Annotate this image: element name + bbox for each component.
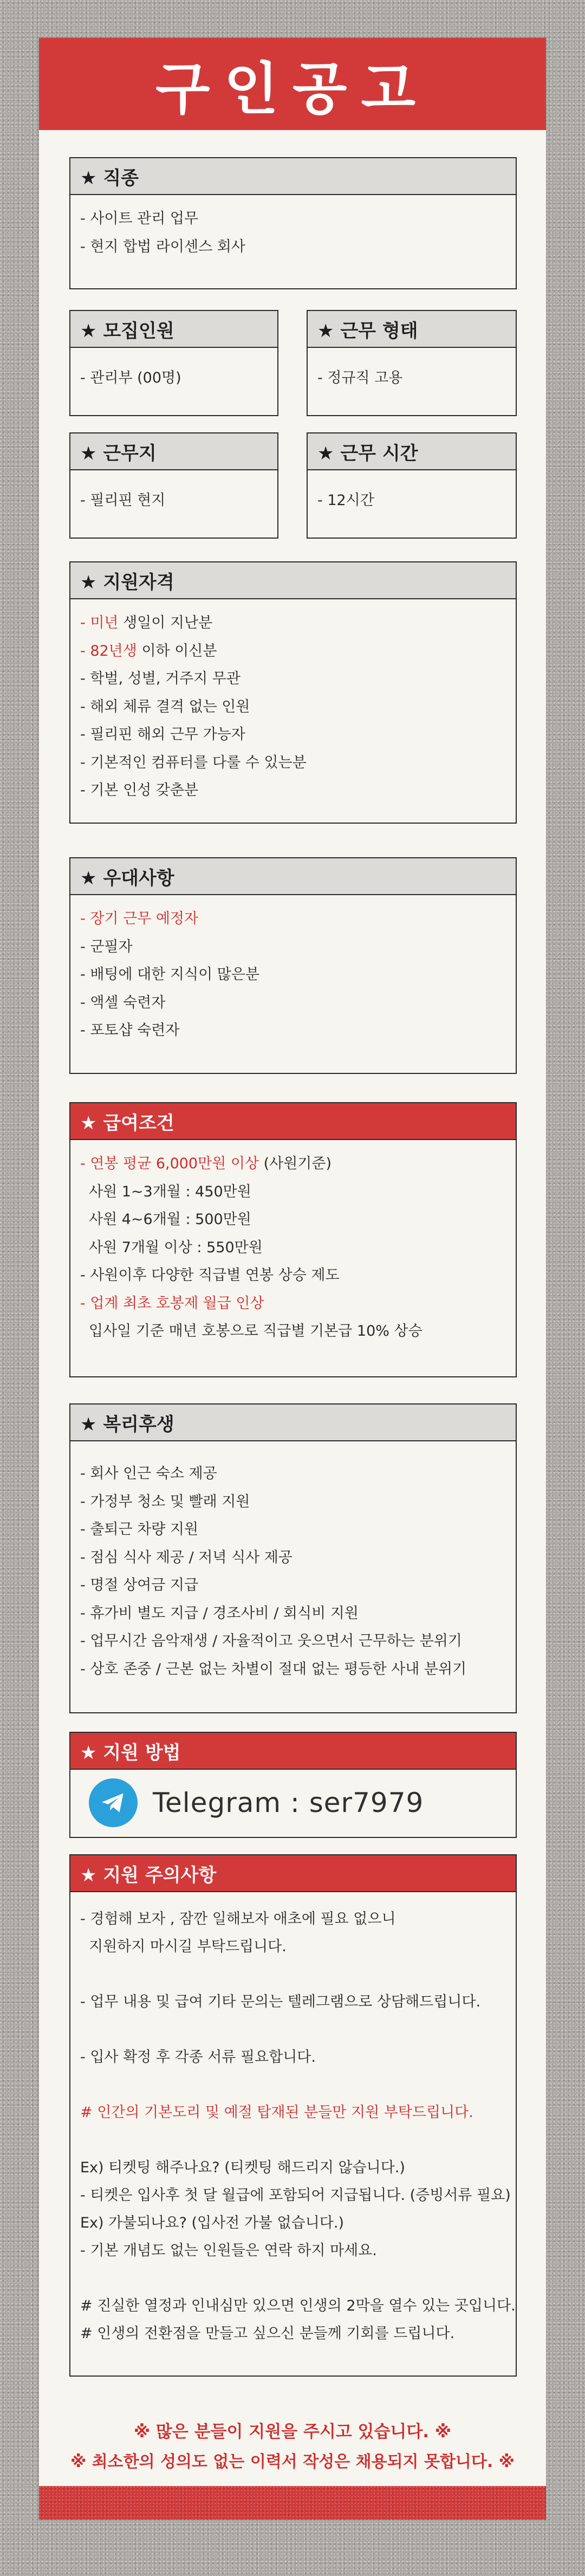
notice-item: - 입사 확정 후 각종 서류 필요합니다. [80,2049,316,2066]
section-header: ★ 근무 시간 [308,433,516,470]
list-item: - 12시간 [317,492,374,509]
list-item: - 연봉 평균 6,000만원 이상 (사원기준) [80,1155,332,1172]
notice-item: Ex) 가불되나요? (입사전 가불 없습니다.) [80,2215,344,2231]
notice-item: # 진실한 열정과 인내심만 있으면 인생의 2막을 열수 있는 곳입니다. [80,2297,516,2314]
footer-line-1: ※ 많은 분들이 지원을 주시고 있습니다. ※ [134,2422,451,2442]
salary-section [69,1102,517,1377]
list-item: 사원 7개월 이상 : 550만원 [89,1239,263,1256]
list-item: - 학벌, 성별, 거주지 무관 [80,670,240,687]
telegram-contact[interactable] [70,1770,516,1836]
notice-item: - 티켓은 입사후 첫 달 월급에 포함되어 지급됩니다. (증빙서류 필요) [80,2187,511,2204]
section-header: ★ 지원자격 [70,562,516,599]
bottom-band [39,2486,546,2520]
list-item: - 회사 인근 숙소 제공 [80,1465,217,1482]
list-item: - 상호 존중 / 근본 없는 차별이 절대 없는 평등한 사내 분위기 [80,1660,467,1678]
notice-item: # 인간의 기본도리 및 예절 탑재된 분들만 지원 부탁드립니다. [80,2104,473,2121]
list-item: 입사일 기준 매년 호봉으로 직급별 기본급 10% 상승 [89,1323,422,1339]
notice-item: Ex) 티켓팅 해주나요? (티켓팅 해드리지 않습니다.) [80,2159,405,2176]
list-item: - 액셀 숙련자 [80,994,166,1011]
notice-section [69,1854,517,2377]
list-item: - 사원이후 다양한 직급별 연봉 상승 제도 [80,1267,340,1284]
list-item: - 군필자 [80,938,133,955]
list-item: - 현지 합법 라이센스 회사 [80,238,245,255]
section-header: ★ 지원 방법 [70,1733,516,1770]
notice-item: 지원하지 마시길 부탁드립니다. [89,1938,287,1955]
list-item: - 82년생 이하 이신분 [80,642,217,659]
notice-item: # 인생의 전환점을 만들고 싶으신 분들께 기회를 드립니다. [80,2325,455,2342]
list-item: - 미년 생일이 지난분 [80,614,213,631]
section-header: ★ 근무 형태 [308,311,516,348]
list-item: - 기본 인성 갖춘분 [80,782,199,799]
footer-line-2: ※ 최소한의 성의도 없는 이력서 작성은 채용되지 못합니다. ※ [70,2452,515,2471]
qualification-section [69,561,517,824]
section-header: ★ 복리후생 [70,1404,516,1441]
list-item: - 업계 최초 호봉제 월급 인상 [80,1295,264,1312]
list-item: - 사이트 관리 업무 [80,210,199,227]
telegram-id: Telegram : ser7979 [153,1787,424,1818]
section-header: ★ 근무지 [70,433,277,470]
list-item: 사원 4~6개월 : 500만원 [89,1211,251,1228]
list-item: - 관리부 (00명) [80,370,181,386]
list-item: - 점심 식사 제공 / 저녁 식사 제공 [80,1549,292,1566]
list-item: - 해외 체류 결격 없는 인원 [80,698,250,715]
list-item: - 가정부 청소 및 빨래 지원 [80,1493,250,1510]
list-item: - 출퇴근 차량 지원 [80,1521,199,1538]
hours-section [307,432,517,539]
list-item: - 업무시간 음악재생 / 자율적이고 웃으면서 근무하는 분위기 [80,1633,462,1649]
section-header: ★ 지원 주의사항 [70,1855,516,1892]
welfare-section [69,1403,517,1713]
list-item: 사원 1~3개월 : 450만원 [89,1183,251,1200]
page-title: 구인공고 [155,56,430,122]
list-item: - 정규직 고용 [317,370,403,386]
notice-item: - 기본 개념도 없는 인원들은 연락 하지 마세요. [80,2242,377,2259]
section-header: ★ 모집인원 [70,311,277,348]
section-header: ★ 우대사항 [70,858,516,895]
location-section [69,432,278,539]
section-header: ★ 직종 [70,158,516,195]
section-header: ★ 급여조건 [70,1103,516,1140]
banner [39,38,546,130]
apply-section [69,1732,517,1838]
list-item: - 포토샵 숙련자 [80,1022,180,1039]
employ-type-section [307,310,517,416]
list-item: - 휴가비 별도 지급 / 경조사비 / 회식비 지원 [80,1604,359,1622]
recruit-section [69,310,278,416]
list-item: - 명절 상여금 지급 [80,1577,199,1594]
notice-item: - 업무 내용 및 급여 기타 문의는 텔레그램으로 상담해드립니다. [80,1994,481,2010]
telegram-icon [89,1778,138,1827]
notice-item: - 경험해 보자 , 잠깐 일해보자 애초에 필요 없으니 [80,1911,396,1927]
list-item: - 배팅에 대한 지식이 많은분 [80,966,259,983]
list-item: - 장기 근무 예정자 [80,910,199,927]
job-section [69,157,517,289]
list-item: - 기본적인 컴퓨터를 다룰 수 있는분 [80,754,307,771]
list-item: - 필리핀 현지 [80,492,166,509]
preferred-section [69,857,517,1074]
list-item: - 필리핀 해외 근무 가능자 [80,726,245,743]
